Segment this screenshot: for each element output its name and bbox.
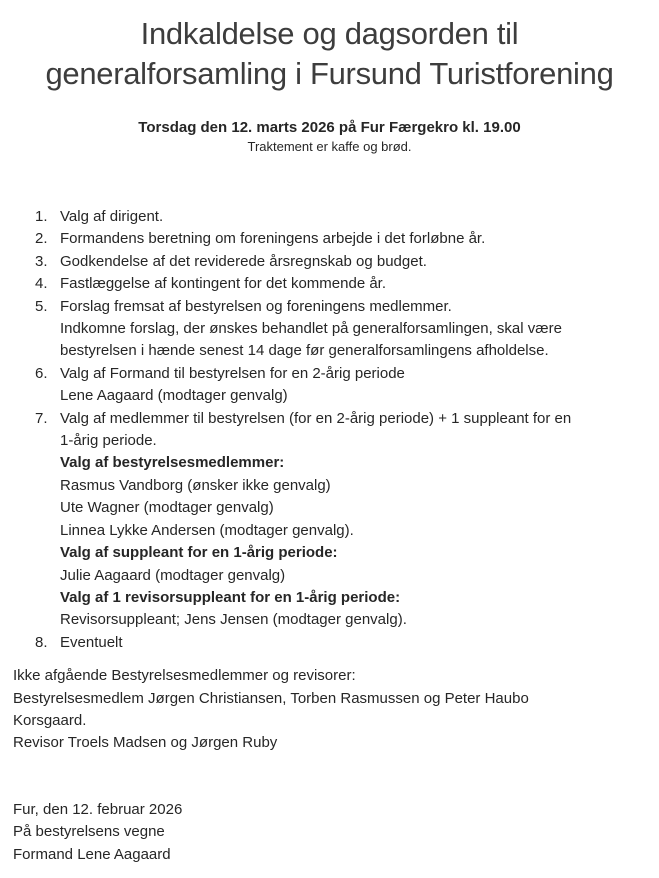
agenda-item-text: Formandens beretning om foreningens arbejde i det forløbne år. bbox=[60, 230, 486, 248]
agenda-item-number: 7. bbox=[35, 409, 48, 427]
agenda-item-text: Linnea Lykke Andersen (modtager genvalg). bbox=[60, 521, 354, 539]
remaining-members-heading: Ikke afgående Bestyrelsesmedlemmer og revisorer: bbox=[13, 667, 356, 685]
remaining-members-paragraph bbox=[13, 665, 659, 755]
agenda-item-number: 8. bbox=[35, 633, 48, 651]
agenda-item-text: Valg af medlemmer til bestyrelsen (for en 2-årig periode) + 1 suppleant for en bbox=[60, 409, 572, 427]
agenda-item-text: Lene Aagaard (modtager genvalg) bbox=[60, 387, 288, 405]
document-title-line1: Indkaldelse og dagsorden til bbox=[140, 16, 519, 51]
agenda-item-8 bbox=[35, 632, 639, 654]
agenda-item-text: Revisorsuppleant; Jens Jensen (modtager genvalg). bbox=[60, 611, 407, 629]
agenda-item-text: Ute Wagner (modtager genvalg) bbox=[60, 499, 274, 517]
agenda-item-text: Forslag fremsat af bestyrelsen og foreningens medlemmer. bbox=[60, 297, 452, 315]
signature-place-date: Fur, den 12. februar 2026 bbox=[13, 800, 183, 818]
agenda-subheading-auditor-substitute: Valg af 1 revisorsuppleant for en 1-årig periode: bbox=[60, 588, 401, 606]
agenda-item-number: 5. bbox=[35, 297, 48, 315]
agenda-item-number: 1. bbox=[35, 208, 48, 225]
agenda-item-4 bbox=[35, 273, 639, 295]
agenda-item-text: Fastlæggelse af kontingent for det kommende år. bbox=[60, 275, 387, 293]
agenda-item-text: Valg af Formand til bestyrelsen for en 2-årig periode bbox=[60, 364, 405, 382]
agenda-item-2 bbox=[35, 228, 639, 250]
document-title-line2: generalforsamling i Fursund Turistforening bbox=[45, 56, 614, 91]
agenda-item-text: bestyrelsen i hænde senest 14 dage før generalforsamlingens afholdelse. bbox=[60, 342, 549, 360]
document-title bbox=[0, 14, 659, 94]
agenda-item-text: 1-årig periode. bbox=[60, 432, 157, 450]
agenda-item-6 bbox=[35, 363, 639, 408]
agenda-item-number: 2. bbox=[35, 230, 48, 248]
agenda-list bbox=[35, 206, 639, 654]
agenda-item-text: Rasmus Vandborg (ønsker ikke genvalg) bbox=[60, 476, 331, 494]
agenda-item-number: 6. bbox=[35, 364, 48, 382]
signature-block bbox=[13, 799, 659, 866]
agenda-item-7 bbox=[35, 408, 639, 632]
agenda-item-number: 4. bbox=[35, 275, 48, 293]
agenda-subheading-substitute: Valg af suppleant for en 1-årig periode: bbox=[60, 544, 338, 562]
agenda-item-text: Godkendelse af det reviderede årsregnskab og budget. bbox=[60, 252, 427, 270]
meeting-datetime: Torsdag den 12. marts 2026 på Fur Færgekro kl. 19.00 bbox=[138, 119, 521, 136]
remaining-members-line: Bestyrelsesmedlem Jørgen Christiansen, Torben Rasmussen og Peter Haubo bbox=[13, 689, 529, 707]
agenda-item-5 bbox=[35, 296, 639, 363]
agenda-item-number: 3. bbox=[35, 252, 48, 270]
agenda-item-text: Valg af dirigent. bbox=[60, 208, 164, 225]
agenda-item-text: Eventuelt bbox=[60, 633, 123, 651]
agenda-item-text: Julie Aagaard (modtager genvalg) bbox=[60, 566, 286, 584]
remaining-members-line: Korsgaard. bbox=[13, 711, 87, 729]
agenda-item-text: Indkomne forslag, der ønskes behandlet på generalforsamlingen, skal være bbox=[60, 320, 562, 338]
agenda-item-1 bbox=[35, 206, 639, 228]
signature-signatory: Formand Lene Aagaard bbox=[13, 845, 171, 863]
catering-note: Traktement er kaffe og brød. bbox=[247, 139, 412, 154]
agenda-subheading-board-members: Valg af bestyrelsesmedlemmer: bbox=[60, 454, 285, 472]
agenda-item-3 bbox=[35, 251, 639, 273]
signature-on-behalf: På bestyrelsens vegne bbox=[13, 823, 165, 841]
remaining-members-line: Revisor Troels Madsen og Jørgen Ruby bbox=[13, 734, 278, 752]
